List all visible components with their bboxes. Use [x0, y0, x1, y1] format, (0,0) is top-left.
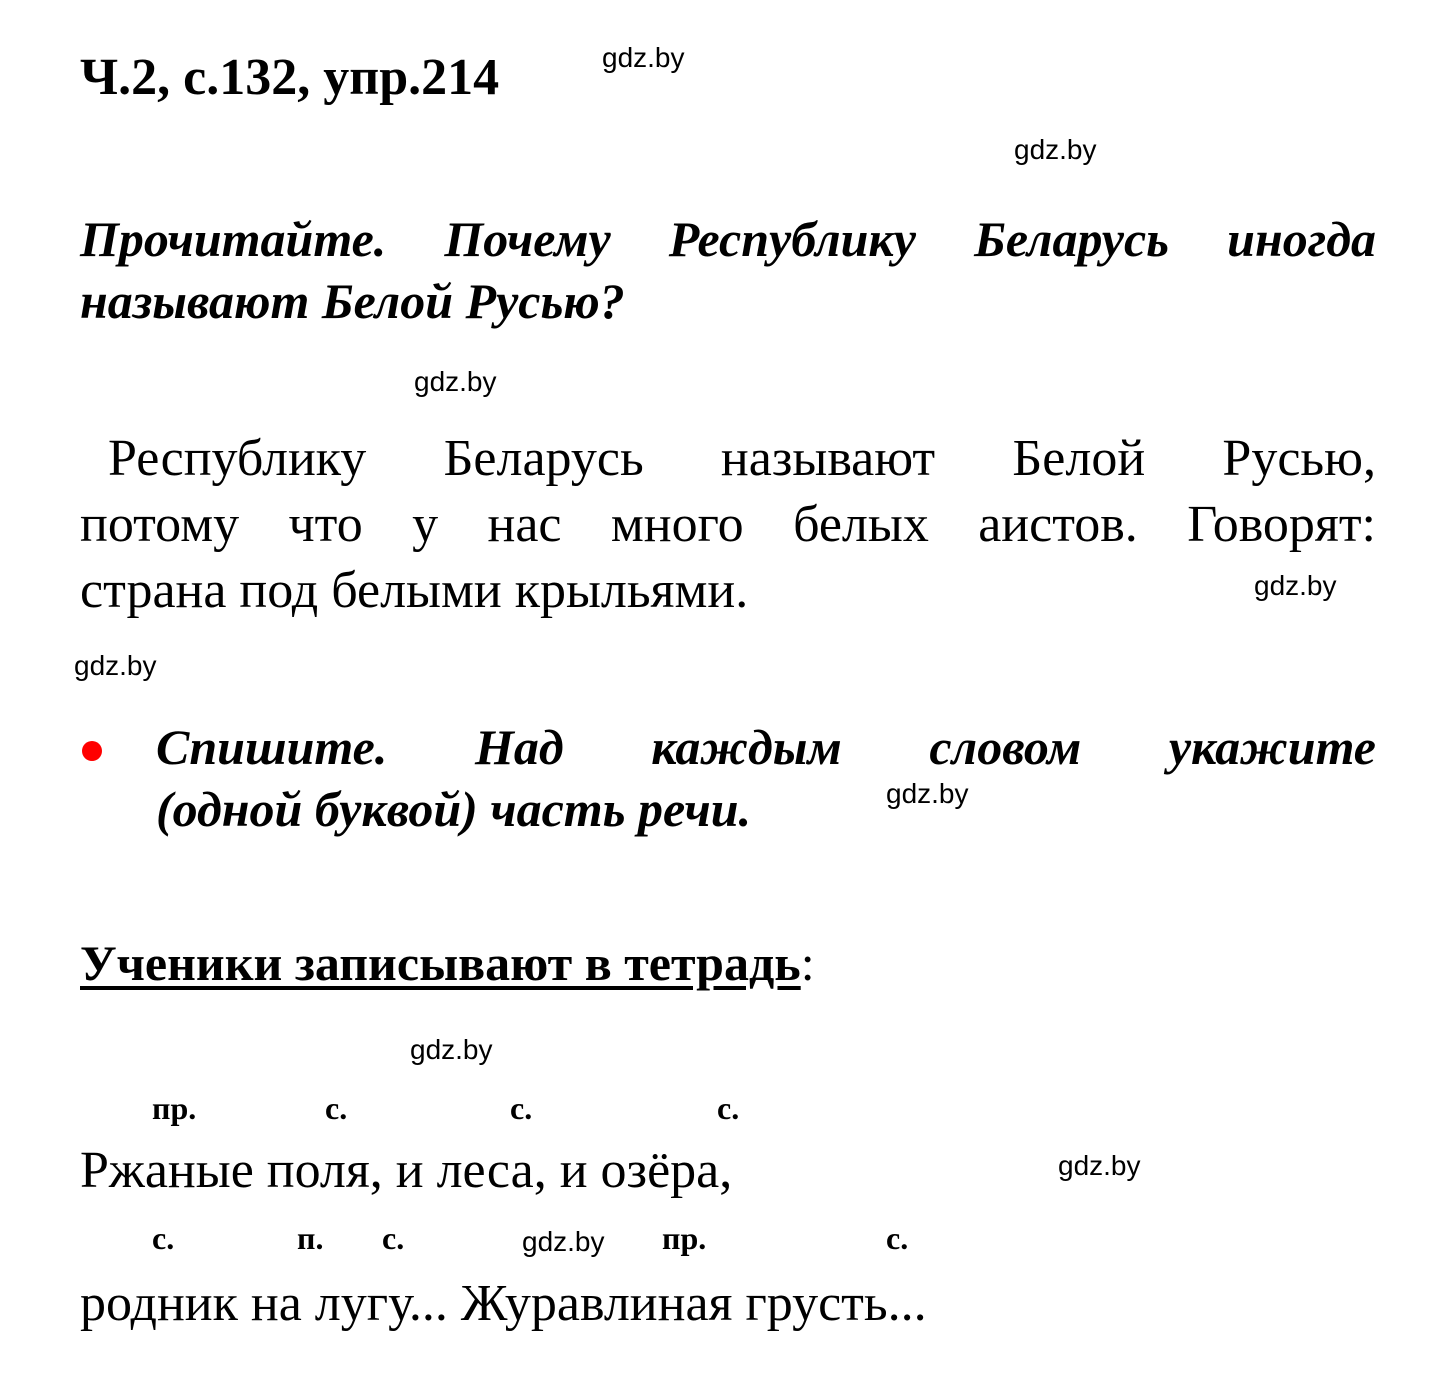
watermark: gdz.by	[74, 650, 157, 681]
students-heading	[80, 932, 815, 995]
task-line-2: называют Белой Русью?	[80, 273, 625, 329]
pos-mark: с.	[152, 1220, 175, 1256]
pos-mark: с.	[717, 1090, 740, 1126]
watermark: gdz.by	[522, 1226, 605, 1257]
pos-mark: с.	[325, 1090, 348, 1126]
pos-mark: п.	[297, 1220, 324, 1256]
watermark: gdz.by	[414, 366, 497, 397]
bullet-icon	[82, 741, 102, 761]
task2-line-2: (одной буквой) часть речи.	[156, 781, 752, 837]
watermark: gdz.by	[886, 778, 969, 809]
pos-mark: с.	[510, 1090, 533, 1126]
students-label: Ученики записывают в тетрадь	[80, 935, 801, 991]
watermark: gdz.by	[410, 1034, 493, 1065]
watermark: gdz.by	[602, 42, 685, 73]
verse-line-1: Ржаные поля, и леса, и озёра,	[80, 1142, 733, 1199]
pos-mark: пр.	[662, 1220, 707, 1256]
watermark: gdz.by	[1014, 134, 1097, 165]
pos-mark: с.	[382, 1220, 405, 1256]
answer-line-3: страна под белыми крыльями.	[80, 562, 749, 619]
watermark: gdz.by	[1058, 1150, 1141, 1181]
page-title: Ч.2, с.132, упр.214	[80, 49, 500, 106]
pos-mark: с.	[886, 1220, 909, 1256]
task-line-1: Прочитайте. Почему Республику Беларусь иногда	[80, 211, 1376, 267]
pos-mark: пр.	[152, 1090, 197, 1126]
task2-line-1: Спишите. Над каждым словом укажите	[156, 719, 1376, 775]
answer-line-2: потому что у нас много белых аистов. Говорят:	[80, 496, 1376, 553]
students-colon: :	[800, 935, 815, 991]
watermark: gdz.by	[1254, 570, 1337, 601]
verse-line-2: родник на лугу... Журавлиная грусть...	[80, 1275, 927, 1332]
answer-line-1: Республику Беларусь называют Белой Русью,	[108, 430, 1376, 487]
